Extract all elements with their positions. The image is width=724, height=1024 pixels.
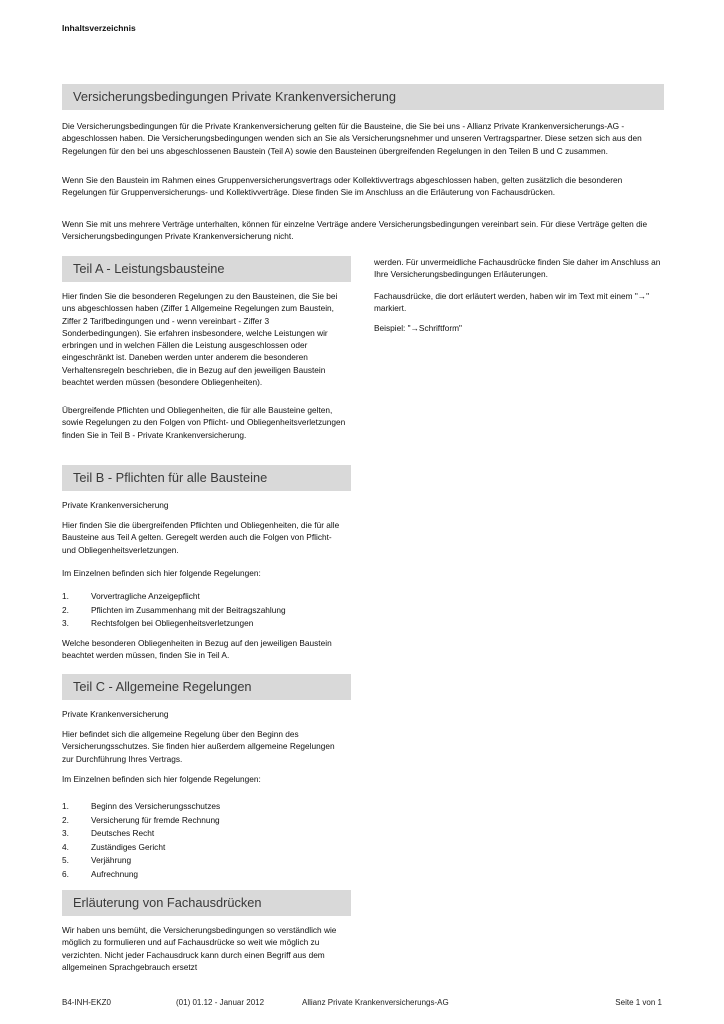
list-number: 5. (62, 855, 69, 865)
list-number: 2. (62, 814, 69, 825)
main-title: Versicherungsbedingungen Private Krankenversicherung (62, 84, 664, 110)
list-item (62, 827, 347, 841)
teil-a-paragraph-1: Hier finden Sie die besonderen Regelungen zu den Bausteinen, die Sie bei uns abgeschlossen haben (Ziffer 1 Allgemeine Regelungen zum Baustein, Ziffer 2 Tarifbedingungen und - wenn vereinbart - Ziffer 3 Sonderbedingungen). Sie erfahren insbesondere, welche Leistungen wir erbringen und in welchen Fällen die Leistung ausgeschlossen oder eingeschränkt ist. Daneben werden unter anderem die besonderen Verhaltensregeln beschrieben, die in Bezug auf den jeweiligen Baustein beachtet werden müssen (besondere Obliegenheiten). (62, 291, 338, 387)
list-text: Zuständiges Gericht (91, 841, 166, 852)
toc-label: Inhaltsverzeichnis (62, 23, 136, 33)
teil-c-subtitle: Private Krankenversicherung (62, 709, 169, 719)
list-text: Verjährung (91, 855, 132, 865)
fachausdruecke-heading: Erläuterung von Fachausdrücken (62, 890, 351, 916)
list-number: 6. (62, 868, 69, 879)
list-item (62, 800, 347, 814)
right-example: Beispiel: "→Schriftform" (374, 323, 462, 333)
list-text: Pflichten im Zusammenhang mit der Beitragszahlung (91, 604, 286, 615)
list-item (62, 841, 347, 855)
intro-paragraph-3: Wenn Sie mit uns mehrere Verträge unterhalten, können für einzelne Verträge andere Versicherungsbedingungen vereinbart sein. Für diese Verträge gelten die Versicherungsbedingungen Private Krankenversicherung nicht. (62, 219, 648, 242)
fachausdruecke-paragraph: Wir haben uns bemüht, die Versicherungsbedingungen so verständlich wie möglich zu formulieren und auf Fachausdrücke so weit wie möglich zu verzichten. Nicht jeder Fachausdruck kann durch einen Begriff aus dem allgemeinen Sprachgebrauch ersetzt (62, 925, 337, 972)
list-text: Versicherung für fremde Rechnung (91, 814, 220, 825)
list-text: Aufrechnung (91, 868, 139, 879)
list-item (62, 604, 347, 618)
right-paragraph-1: werden. Für unvermeidliche Fachausdrücke finden Sie daher im Anschluss an Ihre Versicherungsbedingungen Erläuterungen. (374, 257, 661, 280)
list-number: 1. (62, 591, 69, 601)
list-number: 4. (62, 841, 69, 852)
list-item (62, 868, 347, 882)
teil-a-heading: Teil A - Leistungsbausteine (62, 256, 351, 282)
footer-company: Allianz Private Krankenversicherungs-AG (302, 998, 449, 1007)
list-number: 3. (62, 618, 69, 628)
list-item (62, 814, 347, 828)
list-text: Beginn des Versicherungsschutzes (91, 801, 221, 811)
intro-paragraph-1: Die Versicherungsbedingungen für die Private Krankenversicherung gelten für die Bausteine, die Sie bei uns - Allianz Private Krankenversicherungs-AG - abgeschlossen haben. Die Versicherungsbedingungen wenden sich an Sie als Versicherungsnehmer und unseren Vertragspartner. Diese setzen sich aus den Regelungen für den bei uns abgeschlossenen Baustein (Teil A) sowie den Bausteinen übergreifenden Regelungen in den Teilen B und C zusammen. (62, 121, 642, 156)
list-text: Deutsches Recht (91, 828, 155, 838)
teil-b-paragraph: Hier finden Sie die übergreifenden Pflichten und Obliegenheiten, die für alle Bausteine aus Teil A gelten. Geregelt werden auch die Folgen von Pflicht- und Obliegenheitsverletzungen. (62, 520, 340, 555)
footer-doc-code: B4-INH-EKZ0 (62, 998, 111, 1007)
list-number: 3. (62, 828, 69, 838)
list-item (62, 590, 347, 604)
footer-page-number: Seite 1 von 1 (615, 998, 662, 1007)
teil-b-subtitle: Private Krankenversicherung (62, 500, 169, 510)
teil-a-paragraph-2: Übergreifende Pflichten und Obliegenheiten, die für alle Bausteine gelten, sowie Regelungen zu den Folgen von Pflicht- und Obliegenheitsverletzungen finden Sie in Teil B - Private Krankenversicherung. (62, 405, 346, 440)
list-number: 1. (62, 801, 69, 811)
teil-c-heading: Teil C - Allgemeine Regelungen (62, 674, 351, 700)
list-text: Vorvertragliche Anzeigepflicht (91, 591, 200, 601)
list-item (62, 617, 347, 631)
teil-b-closing: Welche besonderen Obliegenheiten in Bezug auf den jeweiligen Baustein beachtet werden müssen, finden Sie in Teil A. (62, 638, 332, 661)
footer-edition: (01) 01.12 - Januar 2012 (176, 998, 265, 1007)
teil-b-heading: Teil B - Pflichten für alle Bausteine (62, 465, 351, 491)
intro-paragraph-2: Wenn Sie den Baustein im Rahmen eines Gruppenversicherungsvertrags oder Kollektivvertrags abgeschlossen haben, gelten zusätzlich die besonderen Regelungen für Gruppenversicherungs- und Kollektivverträge. Diese finden Sie im Anschluss an die Erläuterung von Fachausdrücken. (62, 175, 623, 198)
teil-b-list-intro: Im Einzelnen befinden sich hier folgende Regelungen: (62, 568, 261, 578)
teil-c-list (62, 800, 347, 881)
teil-c-paragraph: Hier befindet sich die allgemeine Regelung über den Beginn des Versicherungsschutzes. Sie finden hier außerdem allgemeine Regelungen zur Durchführung Ihres Vertrags. (62, 729, 335, 764)
teil-c-list-intro: Im Einzelnen befinden sich hier folgende Regelungen: (62, 774, 261, 784)
right-paragraph-2: Fachausdrücke, die dort erläutert werden, haben wir im Text mit einem "→" markiert. (374, 291, 650, 314)
list-item (62, 854, 347, 868)
list-number: 2. (62, 604, 69, 615)
teil-b-list (62, 590, 347, 631)
list-text: Rechtsfolgen bei Obliegenheitsverletzungen (91, 618, 254, 628)
